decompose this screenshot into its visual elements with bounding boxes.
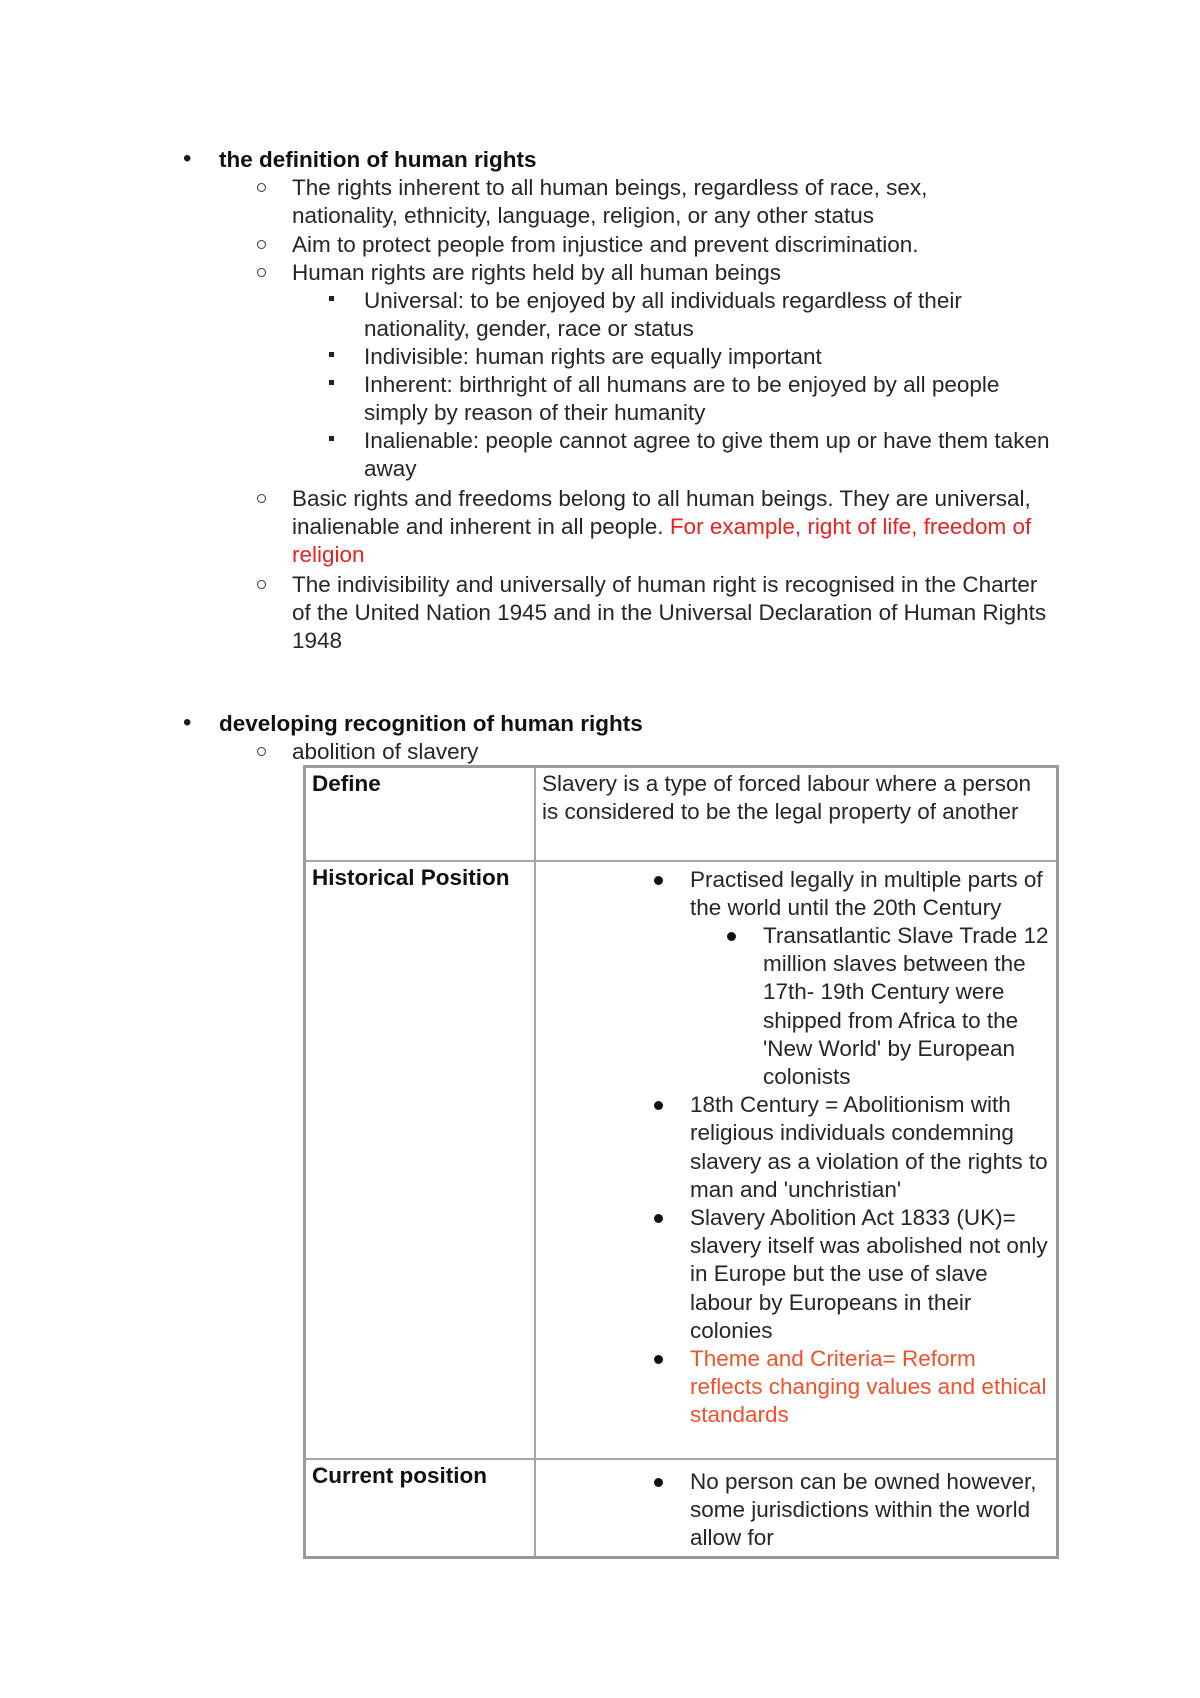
basic-rights-item (292, 485, 1052, 570)
section-heading-definition: the definition of human rights (219, 147, 537, 172)
definition-item: The rights inherent to all human beings, regardless of race, sex, nationality, ethnicity, language, religion, or any other status (292, 175, 928, 229)
define-label: Define (305, 767, 536, 861)
current-cell (535, 1459, 1058, 1558)
bullet-disc-icon: • (183, 709, 192, 736)
bullet-square-icon (329, 436, 334, 441)
bullet-circle-icon (257, 240, 266, 249)
basic-rights-text: Basic rights and freedoms belong to all human beings. They are universal, inalienable and inherent in all people. (292, 486, 1031, 540)
bullet-circle-icon (257, 580, 266, 589)
bullet-disc-icon: • (183, 145, 192, 172)
table-row (305, 1459, 1058, 1558)
current-label: Current position (305, 1459, 536, 1558)
historical-label: Historical Position (305, 861, 536, 1459)
bullet-circle-icon (257, 747, 266, 756)
property-item: Universal: to be enjoyed by all individuals regardless of their nationality, gender, race or status (364, 288, 962, 342)
bullet-square-icon (329, 296, 334, 301)
historical-sublist (690, 922, 1050, 1091)
bullet-circle-icon (257, 183, 266, 192)
slavery-table (303, 765, 1059, 1559)
list-item: Theme and Criteria= Reform reflects changing values and ethical standards (690, 1345, 1050, 1430)
list-item: 18th Century = Abolitionism with religious individuals condemning slavery as a violation of the rights to man and 'unchristian' (690, 1091, 1050, 1204)
indivisibility-item: The indivisibility and universally of human right is recognised in the Charter of the United Nation 1945 and in the Universal Declaration of Human Rights 1948 (292, 572, 1047, 654)
property-item: Inherent: birthright of all humans are to be enjoyed by all people simply by reason of their humanity (364, 372, 1000, 426)
definition-item: Human rights are rights held by all human beings (292, 260, 782, 285)
current-list (542, 1468, 1050, 1553)
property-item: Inalienable: people cannot agree to give them up or have them taken away (364, 428, 1050, 482)
historical-list (542, 866, 1050, 1430)
list-item: No person can be owned however, some jurisdictions within the world allow for (690, 1468, 1050, 1553)
bullet-square-icon (329, 380, 334, 385)
list-item: Slavery Abolition Act 1833 (UK)= slavery itself was abolished not only in Europe but the use of slave labour by Europeans in their colonies (690, 1204, 1050, 1345)
basic-rights-example: For example, right of life, freedom of religion (292, 514, 1032, 568)
historical-item-text: Practised legally in multiple parts of the world until the 20th Century (690, 866, 1043, 920)
definition-item: Aim to protect people from injustice and prevent discrimination. (292, 232, 919, 257)
bullet-circle-icon (257, 494, 266, 503)
bullet-circle-icon (257, 268, 266, 277)
section-heading-recognition: developing recognition of human rights (219, 711, 643, 736)
table-row (305, 861, 1058, 1459)
list-item: Transatlantic Slave Trade 12 million slaves between the 17th- 19th Century were shipped from Africa to the 'New World' by European colonists (763, 922, 1050, 1091)
property-item: Indivisible: human rights are equally important (364, 344, 822, 369)
bullet-square-icon (329, 352, 334, 357)
historical-cell (535, 861, 1058, 1459)
subheading-abolition: abolition of slavery (292, 739, 479, 764)
define-text: Slavery is a type of forced labour where a person is considered to be the legal property of another (535, 767, 1058, 861)
list-item (690, 866, 1050, 1092)
table-row (305, 767, 1058, 861)
